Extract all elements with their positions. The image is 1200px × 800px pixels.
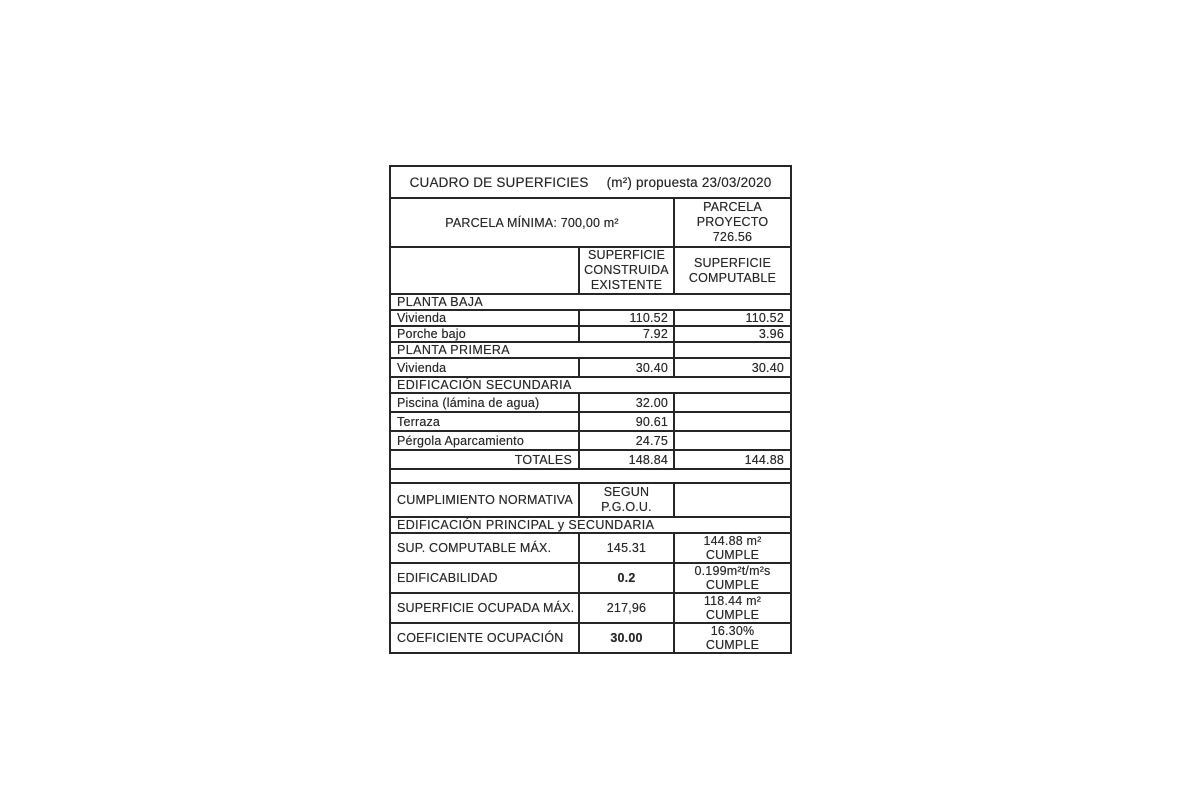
cell-piscina-label: Piscina (lámina de agua)	[390, 393, 579, 412]
parcela-proyecto-value: 726.56	[712, 230, 753, 244]
cell-porche-bajo-existente: 7.92	[579, 326, 674, 342]
row-sup-computable-max	[390, 533, 791, 563]
row-vivienda-pb	[390, 310, 791, 326]
row-edificabilidad	[390, 563, 791, 593]
title-row	[390, 166, 791, 198]
cell-coef-ocupacion-valor: 30.00	[579, 623, 674, 653]
cell-parcela-proyecto	[674, 198, 791, 247]
cell-sup-computable-resultado	[674, 533, 791, 563]
coef-ocupacion-resultado-line1: 16.30%	[710, 624, 755, 638]
cell-porche-bajo-computable: 3.96	[674, 326, 791, 342]
section-label-planta-primera: PLANTA PRIMERA	[390, 342, 674, 358]
cell-sup-ocupada-resultado	[674, 593, 791, 623]
cell-vivienda-p1-existente: 30.40	[579, 358, 674, 377]
cell-vivienda-pb-label: Vivienda	[390, 310, 579, 326]
row-porche-bajo	[390, 326, 791, 342]
row-totales	[390, 450, 791, 469]
cell-edificabilidad-label: EDIFICABILIDAD	[390, 563, 579, 593]
coef-ocupacion-resultado-line2: CUMPLE	[705, 638, 760, 652]
section-row-edificacion-secundaria	[390, 377, 791, 393]
cell-header-computable	[674, 247, 791, 294]
cell-terraza-existente: 90.61	[579, 412, 674, 431]
edificabilidad-resultado-line1: 0.199m²t/m²s	[694, 564, 771, 578]
section-label-edificacion-secundaria: EDIFICACIÓN SECUNDARIA	[390, 377, 791, 393]
column-headers-row	[390, 247, 791, 294]
spacer-row	[390, 469, 791, 483]
cumplimiento-valor-line1: SEGUN	[603, 485, 650, 499]
table-title-cell	[390, 166, 791, 198]
cell-sup-ocupada-label: SUPERFICIE OCUPADA MÁX.	[390, 593, 579, 623]
section-label-edificacion-principal: EDIFICACIÓN PRINCIPAL y SECUNDARIA	[390, 517, 791, 533]
edificabilidad-resultado-line2: CUMPLE	[705, 578, 760, 592]
sup-computable-resultado-line1: 144.88 m²	[703, 534, 762, 548]
table-title-note: (m²) propuesta 23/03/2020	[606, 174, 772, 190]
section-row-edificacion-principal	[390, 517, 791, 533]
cell-piscina-existente: 32.00	[579, 393, 674, 412]
row-piscina	[390, 393, 791, 412]
cell-coef-ocupacion-label: COEFICIENTE OCUPACIÓN	[390, 623, 579, 653]
cell-vivienda-pb-existente: 110.52	[579, 310, 674, 326]
cell-header-existente	[579, 247, 674, 294]
cell-header-empty	[390, 247, 579, 294]
table-title-main: CUADRO DE SUPERFICIES	[409, 174, 589, 190]
sup-computable-resultado-line2: CUMPLE	[705, 548, 760, 562]
cell-totales-computable: 144.88	[674, 450, 791, 469]
cell-totales-existente: 148.84	[579, 450, 674, 469]
cell-sup-ocupada-valor: 217,96	[579, 593, 674, 623]
cell-cumplimiento-label: CUMPLIMIENTO NORMATIVA	[390, 483, 579, 517]
surfaces-table-container	[389, 165, 792, 654]
row-vivienda-p1	[390, 358, 791, 377]
cell-planta-primera-computable-empty	[674, 342, 791, 358]
header-existente-line2: CONSTRUIDA	[584, 263, 669, 277]
cell-parcela-minima: PARCELA MÍNIMA: 700,00 m²	[390, 198, 674, 247]
section-row-planta-primera	[390, 342, 791, 358]
parcela-proyecto-line1: PARCELA	[703, 200, 762, 214]
row-superficie-ocupada-max	[390, 593, 791, 623]
cell-totales-label: TOTALES	[390, 450, 579, 469]
header-computable-line2: COMPUTABLE	[688, 270, 777, 285]
section-label-planta-baja: PLANTA BAJA	[390, 294, 791, 310]
sup-ocupada-resultado-line2: CUMPLE	[705, 608, 760, 622]
row-cumplimiento-normativa	[390, 483, 791, 517]
cell-vivienda-p1-label: Vivienda	[390, 358, 579, 377]
cell-porche-bajo-label: Porche bajo	[390, 326, 579, 342]
header-existente-line3: EXISTENTE	[590, 278, 663, 292]
cell-sup-computable-label: SUP. COMPUTABLE MÁX.	[390, 533, 579, 563]
row-pergola	[390, 431, 791, 450]
cell-edificabilidad-valor: 0.2	[579, 563, 674, 593]
cell-sup-computable-valor: 145.31	[579, 533, 674, 563]
cell-terraza-computable	[674, 412, 791, 431]
row-coeficiente-ocupacion	[390, 623, 791, 653]
cell-spacer	[390, 469, 791, 483]
cell-pergola-computable	[674, 431, 791, 450]
cell-cumplimiento-valor	[579, 483, 674, 517]
cell-vivienda-p1-computable: 30.40	[674, 358, 791, 377]
header-computable-line1: SUPERFICIE	[693, 255, 771, 270]
cell-piscina-computable	[674, 393, 791, 412]
parcela-proyecto-line2: PROYECTO	[696, 215, 769, 229]
cell-coef-ocupacion-resultado	[674, 623, 791, 653]
cell-edificabilidad-resultado	[674, 563, 791, 593]
sup-ocupada-resultado-line1: 118.44 m²	[703, 594, 762, 608]
cumplimiento-valor-line2: P.G.O.U.	[601, 500, 652, 514]
cuadro-de-superficies-table	[389, 165, 792, 654]
cell-terraza-label: Terraza	[390, 412, 579, 431]
cell-pergola-label: Pérgola Aparcamiento	[390, 431, 579, 450]
section-row-planta-baja	[390, 294, 791, 310]
parcela-row	[390, 198, 791, 247]
cell-vivienda-pb-computable: 110.52	[674, 310, 791, 326]
header-existente-line1: SUPERFICIE	[587, 248, 665, 262]
row-terraza	[390, 412, 791, 431]
cell-cumplimiento-resultado-empty	[674, 483, 791, 517]
cell-pergola-existente: 24.75	[579, 431, 674, 450]
